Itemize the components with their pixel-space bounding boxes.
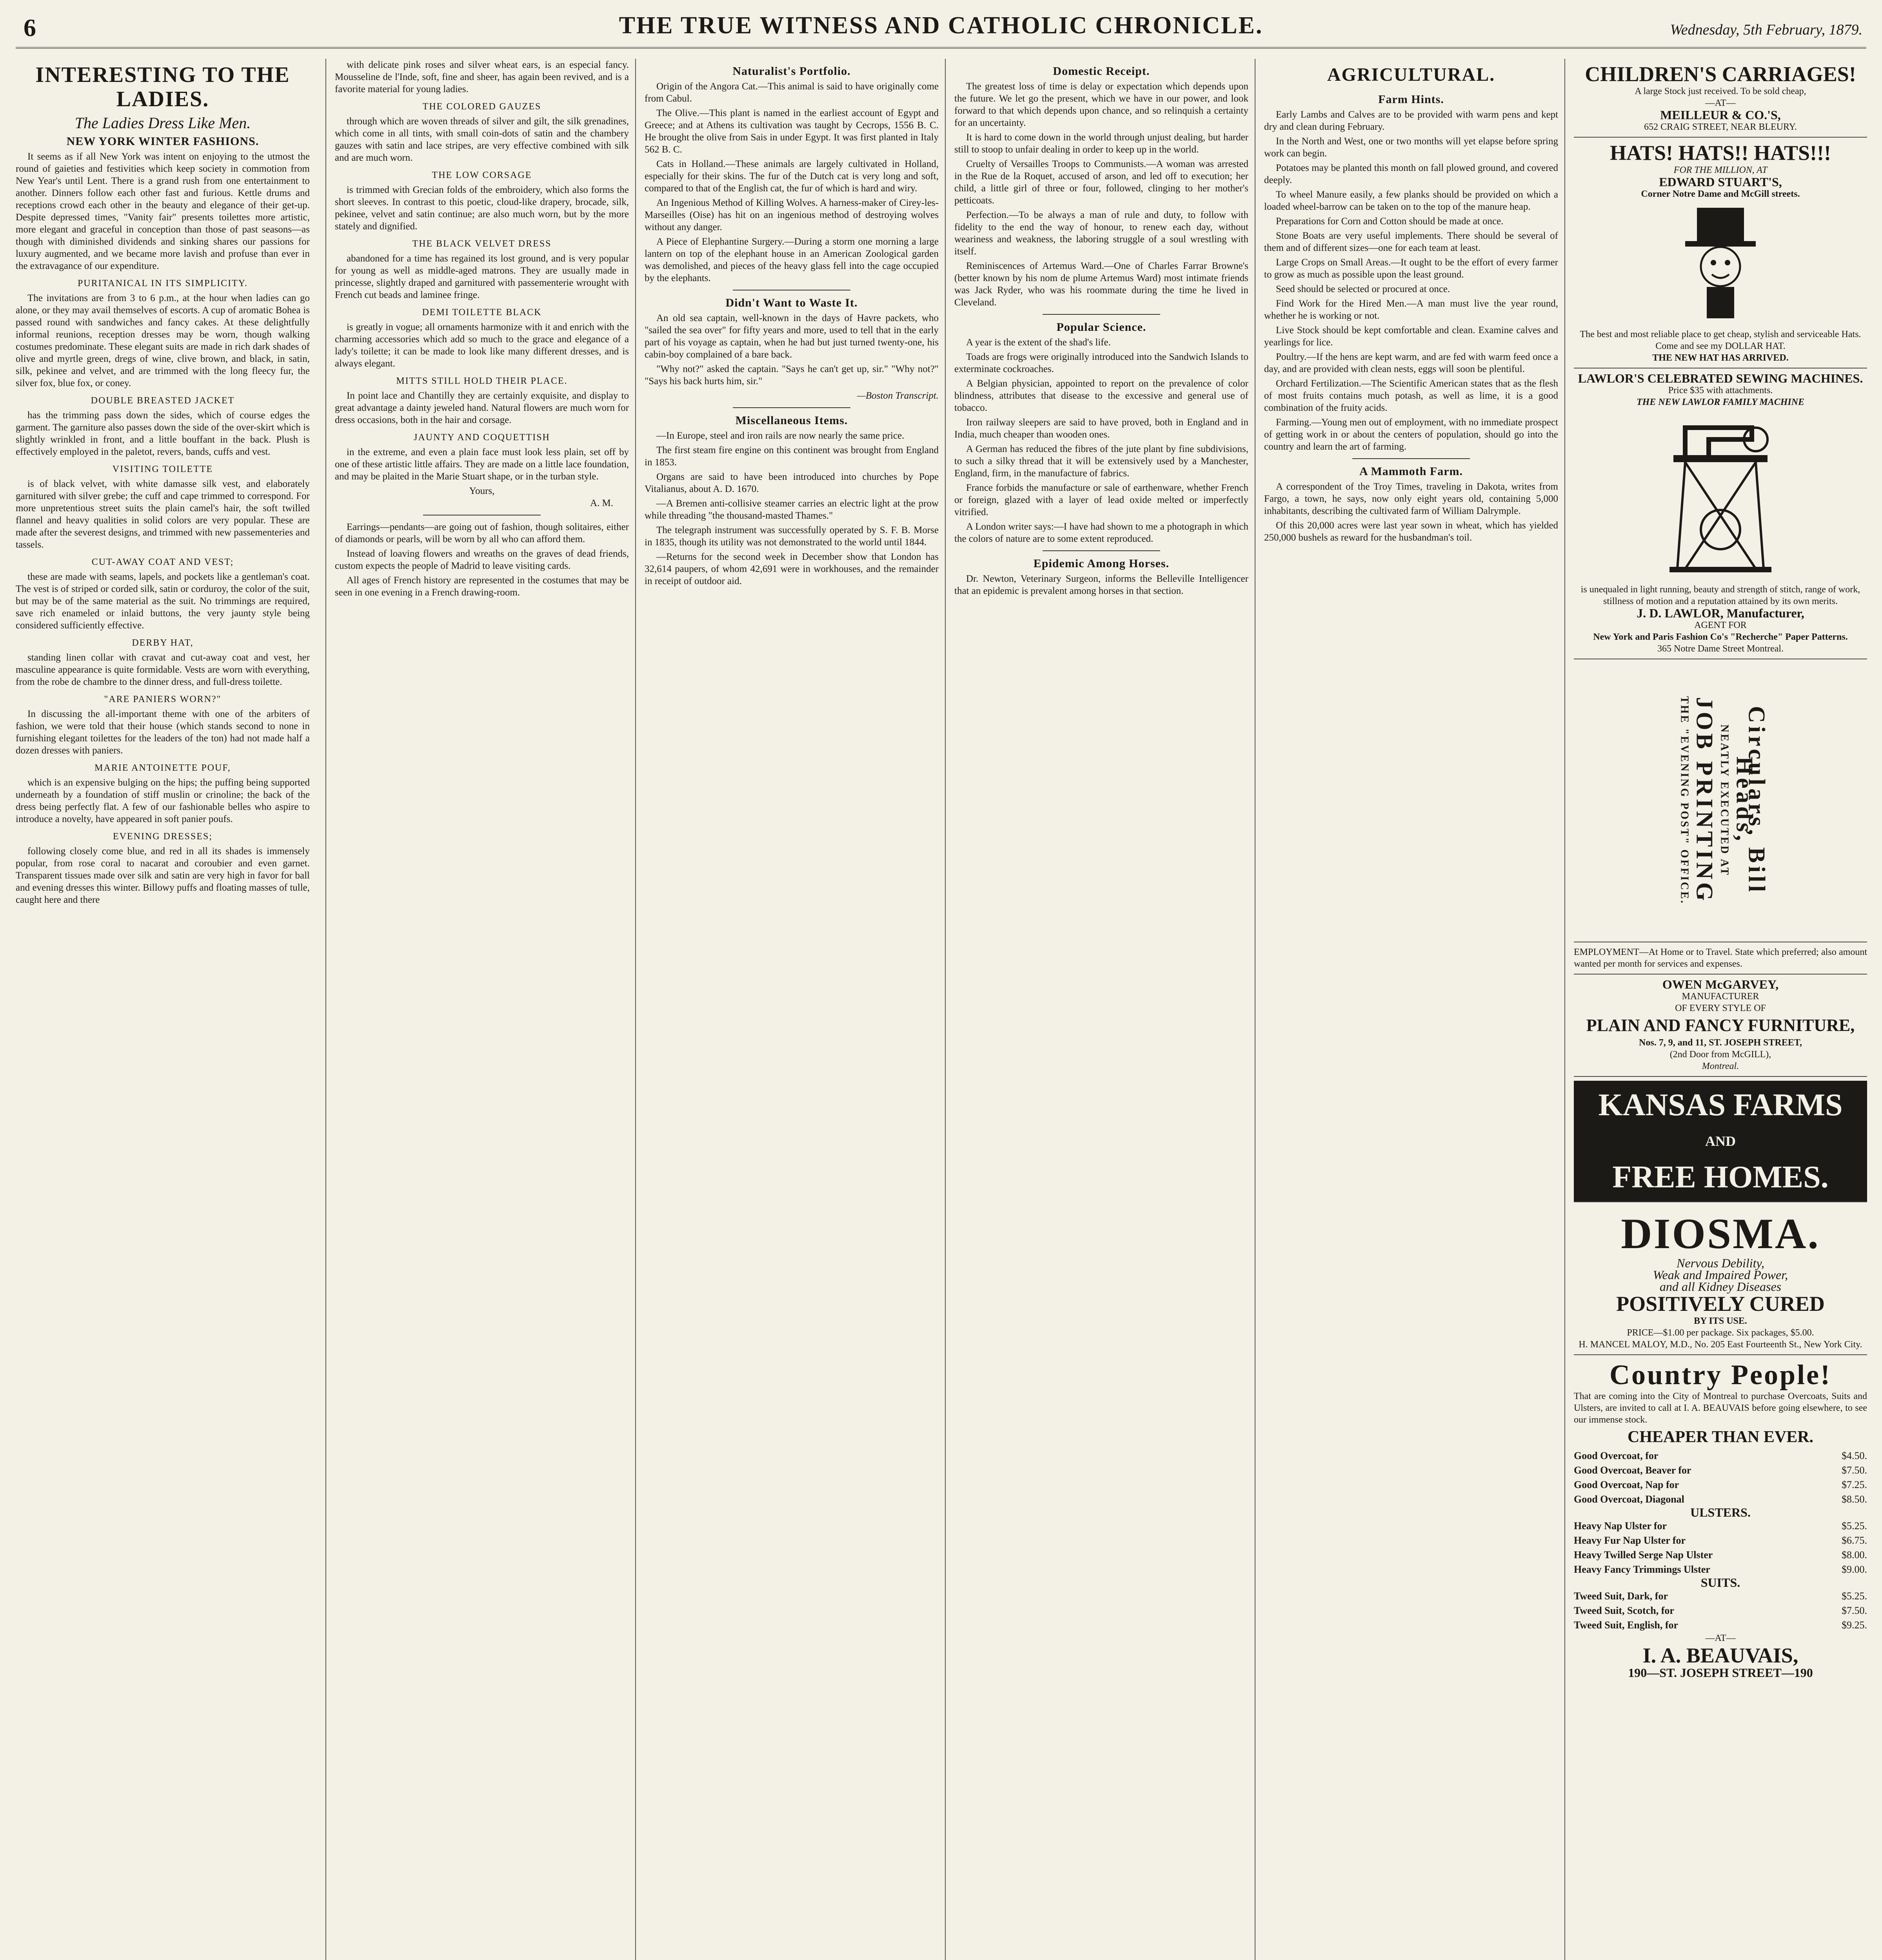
price-item: Good Overcoat, Nap for (1574, 1479, 1679, 1490)
price-row (1574, 1589, 1867, 1603)
article-paragraph: —A Bremen anti-collisive steamer carries an electric light at the prow while threading "the thousand-masted Thames." (645, 498, 939, 521)
ad-firm: OWEN McGARVEY, (1662, 977, 1779, 991)
price-value: $8.50. (1842, 1494, 1867, 1505)
sewing-machine-illustration (1662, 412, 1779, 577)
article-paragraph: A London writer says:—I have had shown to me a photograph in which the colors of nature are to some extent reproduced. (954, 521, 1248, 544)
article-paragraph: The telegraph instrument was successfully operated by S. F. B. Morse in 1835, though its utility was not demonstrated to the world until 1844. (645, 525, 939, 548)
price-row (1574, 1463, 1867, 1477)
price-item: Tweed Suit, Dark, for (1574, 1590, 1668, 1602)
price-row (1574, 1562, 1867, 1577)
article-paragraph: It seems as if all New York was intent on enjoying to the utmost the round of gaieties and festivities which keep society in commotion from New Year's until Lent. There is a grand rush from one entertainment to another. Dinners follow each other fast and furious. Kettle drums and receptions crowd each other in the beauty and elegance of their get-up. Despite depressed times, "Vanity fair" presents toilettes more artistic, more elegant and graceful in conception than those of past seasons—as though with diminished dividends and sinking shares our passions for luxury augmented, and we became more lavish and profuse than ever in the extravagance of our expenditure. (16, 151, 310, 271)
column-5 (1255, 59, 1567, 1960)
mammoth-farm-heading: A Mammoth Farm. (1359, 465, 1463, 478)
suit-price-list (1574, 1589, 1867, 1632)
article-paragraph: It is hard to come down in the world through unjust dealing, but harder still to stoop to unfair dealing in order to keep up in the world. (954, 132, 1248, 155)
ad-title: DIOSMA. (1621, 1210, 1820, 1258)
overcoat-price-list (1574, 1448, 1867, 1506)
ad-firm: MEILLEUR & CO.'S, (1660, 108, 1781, 122)
price-value: $5.25. (1842, 1520, 1867, 1532)
ad-address: Nos. 7, 9, and 11, ST. JOSEPH STREET, (1639, 1038, 1802, 1048)
epidemic-heading: Epidemic Among Horses. (1033, 557, 1170, 570)
price-value: $6.75. (1842, 1535, 1867, 1546)
article-paragraph: To wheel Manure easily, a few planks should be provided on which a loaded wheel-barrow can be taken on to the top of the manure heap. (1264, 189, 1558, 212)
price-value: $7.50. (1842, 1605, 1867, 1616)
article-paragraph: Preparations for Corn and Cotton should be made at once. (1276, 216, 1504, 227)
section-heading: THE LOW CORSAGE (432, 170, 532, 180)
ad-country-people (1574, 1355, 1867, 1683)
ad-diosma (1574, 1206, 1867, 1355)
page-number: 6 (24, 14, 36, 42)
ad-sewing-machines (1574, 368, 1867, 659)
article-paragraph: An old sea captain, well-known in the days of Havre packets, who "sailed the sea over" for fifty years and more, used to tell that in the early part of his voyage as captain, when he had but just turned twenty-one, his cabin-boy complained of a bare back. (645, 313, 939, 360)
article-paragraph: The greatest loss of time is delay or expectation which depends upon the future. We let go the present, which we have in our power, and look forward to that which depends upon chance, and so relinquish a certainty for an uncertainty. (954, 81, 1248, 128)
ad-text: MANUFACTURER (1682, 991, 1759, 1002)
price-value: $4.50. (1842, 1450, 1867, 1461)
price-value: $7.25. (1842, 1479, 1867, 1490)
ad-title: CHEAPER THAN EVER. (1627, 1428, 1814, 1446)
fashions-heading: NEW YORK WINTER FASHIONS. (66, 135, 259, 148)
article-paragraph: A year is the extent of the shad's life. (966, 337, 1111, 348)
ad-title: KANSAS FARMS (1598, 1088, 1843, 1122)
price-item: Heavy Nap Ulster for (1574, 1520, 1667, 1532)
ad-subtitle: SUITS. (1700, 1575, 1740, 1590)
ad-text: and all Kidney Diseases (1659, 1279, 1782, 1294)
section-heading: DEMI TOILETTE BLACK (422, 307, 542, 318)
issue-date: Wednesday, 5th February, 1879. (1670, 22, 1862, 38)
divider (1352, 458, 1470, 459)
section-heading: DERBY HAT, (132, 638, 194, 648)
hat-figure-illustration (1669, 204, 1771, 321)
price-row (1574, 1477, 1867, 1492)
article-paragraph: Organs are said to have been introduced into churches by Pope Vitalianus, about A. D. 1670. (645, 472, 939, 494)
article-paragraph: France forbids the manufacture or sale of earthenware, whether French or foreign, glazed with a layer of lead oxide melted or imperfectly vitrified. (954, 483, 1248, 517)
article-paragraph: In the North and West, one or two months will yet elapse before spring work can begin. (1264, 136, 1558, 159)
ad-address: 365 Notre Dame Street Montreal. (1657, 644, 1784, 654)
price-value: $9.25. (1842, 1619, 1867, 1631)
article-paragraph: "Why not?" asked the captain. "Says he can't get up, sir." "Why not?" "Says his back hurts him, sir." (645, 364, 939, 387)
misc-heading: Miscellaneous Items. (735, 414, 848, 427)
article-paragraph: following closely come blue, and red in all its shades is immensely popular, from rose coral to nacarat and coroubier and even garnet. Transparent tissues made over silk and satin are very high in favor for ball and evening dresses this winter. Billowy puffs and floating masses of tulle, caught here and there (16, 846, 310, 905)
price-item: Good Overcoat, Beaver for (1574, 1465, 1691, 1476)
ad-title: Country People! (1610, 1359, 1831, 1390)
ad-caption: THE NEW HAT HAS ARRIVED. (1652, 353, 1789, 363)
ad-text: FOR THE MILLION, AT (1673, 165, 1768, 175)
article-paragraph: Toads are frogs were originally introduced into the Sandwich Islands to exterminate cockroaches. (954, 352, 1248, 374)
ad-title: LAWLOR'S CELEBRATED SEWING MACHINES. (1578, 371, 1863, 385)
ad-address: 190—ST. JOSEPH STREET—190 (1628, 1666, 1813, 1680)
ad-vertical-text: NEATLY EXECUTED AT (1718, 724, 1731, 877)
ad-firm: I. A. BEAUVAIS, (1642, 1644, 1798, 1667)
article-paragraph: Of this 20,000 acres were last year sown in wheat, which has yielded 250,000 bushels as reward for the husbandman's toil. (1264, 520, 1558, 543)
section-heading: THE COLORED GAUZES (422, 102, 541, 112)
ad-text: AND (1705, 1133, 1736, 1149)
science-heading: Popular Science. (1056, 321, 1146, 334)
article-paragraph: Cats in Holland.—These animals are largely cultivated in Holland, especially for their skins. The fur of the Dutch cat is very long and soft, compared to that of the English cat, the fur of which is hard and wiry. (645, 159, 939, 194)
price-item: Heavy Twilled Serge Nap Ulster (1574, 1549, 1713, 1561)
article-paragraph: Find Work for the Hired Men.—A man must live the year round, whether he is working or not. (1264, 298, 1558, 321)
article-paragraph: A Piece of Elephantine Surgery.—During a storm one morning a large lantern on top of the elephant house in an American Zoological garden was demolished, and pieces of the heavy glass fell into the cage occupied by the elephants. (645, 236, 939, 283)
article-paragraph: Poultry.—If the hens are kept warm, and are fed with warm feed once a day, and are provided with clean nests, eggs will soon be plentiful. (1264, 352, 1558, 374)
ad-text: OF EVERY STYLE OF (1675, 1003, 1766, 1013)
article-paragraph: In point lace and Chantilly they are certainly exquisite, and display to great advantage a dainty jeweled hand. Natural flowers are much worn for dress occasions, both in the hair and corsage. (335, 390, 629, 425)
ad-price: PRICE—$1.00 per package. Six packages, $5.00. (1627, 1328, 1814, 1338)
agricultural-headline: AGRICULTURAL. (1327, 64, 1495, 85)
article-paragraph: The invitations are from 3 to 6 p.m., at the hour when ladies can go alone, or they may avail themselves of escorts. A cup of aromatic Bohea is passed round with sandwiches and fancy cakes. At these delightfully informal reunions, reception dresses may be worn, though walking costumes predominate. These elegant suits are made in rich dark shades of olive and myrtle green, dregs of wine, clive brown, and black, in satin, silk, pekinee and velvet, and are trimmed with the long fleecy fur, the silver fox, blue fox, or coney. (16, 293, 310, 388)
ad-subtitle: ULSTERS. (1690, 1505, 1751, 1519)
price-item: Tweed Suit, Scotch, for (1574, 1605, 1674, 1616)
price-row (1574, 1448, 1867, 1463)
article-paragraph: abandoned for a time has regained its lost ground, and is very popular for young as well as middle-aged matrons. They are usually made in princesse, slightly draped and garnitured with passementerie wrought with French cut beads and laminee fringe. (335, 253, 629, 300)
ad-address: Corner Notre Dame and McGill streets. (1641, 189, 1800, 199)
article-paragraph: A Belgian physician, appointed to report on the prevalence of color blindness, attributes that disease to the excessive and general use of tobacco. (954, 378, 1248, 413)
column-4 (945, 59, 1257, 1960)
article-paragraph: The first steam fire engine on this continent was brought from England in 1853. (645, 445, 939, 468)
farm-hints-heading: Farm Hints. (1378, 93, 1444, 106)
section-heading: VISITING TOILETTE (112, 464, 213, 474)
ad-text: is unequaled in light running, beauty and strength of stitch, range of work, stillness of motion and a reputation attained by its own merits. (1580, 584, 1860, 606)
article-paragraph: is of black velvet, with white damasse silk vest, and elaborately garnitured with silver grebe; the cuff and cape trimmed to correspond. For more unpretentious street suits the plain camel's hair, the soft twilled flannel and heavy qualities in solid colors are very popular. These are made after the severest designs, and trimmed with new passementeries and tassels. (16, 479, 310, 550)
article-paragraph: Perfection.—To be always a man of rule and duty, to follow with fidelity to the end the way of honour, to renew each day, without weariness and weakness, the laboring struggle of a soul wrestling with itself. (954, 210, 1248, 257)
ad-job-printing (1574, 659, 1867, 942)
ad-text: That are coming into the City of Montreal to purchase Overcoats, Suits and Ulsters, are invited to call at I. A. BEAUVAIS before going elsewhere, to see our immense stock. (1574, 1391, 1867, 1425)
article-paragraph: All ages of French history are represented in the costumes that may be seen in one evening in a French drawing-room. (335, 575, 629, 598)
ladies-headline: INTERESTING TO THE LADIES. (35, 63, 290, 111)
section-heading: "ARE PANIERS WORN?" (104, 694, 222, 704)
ad-text: Weak and Impaired Power, (1653, 1268, 1788, 1282)
article-paragraph: is greatly in vogue; all ornaments harmonize with it and enrich with the charming accessories which add so much to the grace and elegance of a lady's toilette; it can be made to look like many different dresses, and is always elegant. (335, 322, 629, 369)
section-heading: CUT-AWAY COAT AND VEST; (91, 557, 234, 567)
ad-title: CHILDREN'S CARRIAGES! (1585, 62, 1856, 86)
article-paragraph: A German has reduced the fibres of the jute plant by fine subdivisions, to such a silky thread that it will be extensively used by a Manchester, England, firm, in the manufacture of fabrics. (954, 444, 1248, 479)
article-paragraph: Iron railway sleepers are said to have proved, both in England and in India, much cheaper than wooden ones. (954, 417, 1248, 440)
article-paragraph: Orchard Fertilization.—The Scientific American states that as the flesh of most fruits contains much potash, as well as lime, it is a good combination of the fruity acids. (1264, 378, 1558, 413)
newspaper-columns (16, 59, 1866, 1960)
ad-firm: EDWARD STUART'S, (1659, 175, 1782, 189)
section-heading: DOUBLE BREASTED JACKET (91, 396, 235, 406)
price-item: Good Overcoat, for (1574, 1450, 1659, 1461)
divider (1043, 314, 1160, 315)
ad-text: BY ITS USE. (1694, 1316, 1747, 1326)
ad-carriages (1574, 59, 1867, 138)
signature-initials: A. M. (590, 498, 613, 508)
article-paragraph: has the trimming pass down the sides, which of course edges the garment. The garniture also passes down the side of the over-skirt which is slightly wrinkled in front, and a little bouffant in the back. Plush is effectively employed in the paletot, revers, bands, cuffs and vest. (16, 410, 310, 457)
ad-vertical-text: JOB PRINTING (1691, 697, 1718, 904)
portfolio-heading: Naturalist's Portfolio. (732, 65, 851, 78)
ad-employment (1574, 942, 1867, 975)
ad-vertical-text: THE "EVENING POST" OFFICE. (1678, 696, 1691, 905)
receipt-heading: Domestic Receipt. (1053, 65, 1150, 78)
ad-furniture (1574, 975, 1867, 1077)
ad-address: (2nd Door from McGILL), (1669, 1049, 1771, 1060)
price-row (1574, 1618, 1867, 1632)
column-3 (635, 59, 947, 1960)
ulster-price-list (1574, 1519, 1867, 1577)
article-paragraph: with delicate pink roses and silver wheat ears, is an especial fancy. Mousseline de l'Inde, soft, fine and sheer, has again been revived, and is a favorite material for young ladies. (335, 60, 629, 94)
price-row (1574, 1492, 1867, 1506)
ad-title: HATS! HATS!! HATS!!! (1610, 141, 1831, 165)
article-paragraph: In discussing the all-important theme with one of the arbiters of fashion, we were told that their house (which stands second to none in furnishing elegant toilettes for the leaders of the ton) had not made half a dozen dresses with paniers. (16, 709, 310, 756)
ad-firm: J. D. LAWLOR, Manufacturer, (1637, 606, 1804, 620)
article-paragraph: Origin of the Angora Cat.—This animal is said to have originally come from Cabul. (645, 81, 939, 104)
article-paragraph: through which are woven threads of silver and gilt, the silk grenadines, which come in all tints, with small coin-dots of satin and the chambery gauzes with satin and lace stripes, are very effective combined with silk and are much worn. (335, 116, 629, 163)
waste-heading: Didn't Want to Waste It. (725, 296, 858, 309)
source-credit: —Boston Transcript. (857, 390, 939, 401)
newspaper-header (16, 8, 1866, 49)
article-paragraph: Early Lambs and Calves are to be provided with warm pens and kept dry and clean during February. (1264, 109, 1558, 132)
column-2 (325, 59, 638, 1960)
article-paragraph: Instead of loaving flowers and wreaths on the graves of dead friends, custom expects the people of Madrid to leave visiting cards. (335, 548, 629, 571)
price-item: Heavy Fancy Trimmings Ulster (1574, 1564, 1710, 1575)
article-paragraph: Cruelty of Versailles Troops to Communists.—A woman was arrested in the Rue de la Roquet, accused of arson, and led off to execution; her child, a little girl of three or four, followed, clinging to her mother's petticoats. (954, 159, 1248, 206)
article-paragraph: An Ingenious Method of Killing Wolves. A harness-maker of Cirey-les-Marseilles (Oise) has hit on an ingenious method of destroying wolves without any danger. (645, 198, 939, 232)
article-paragraph: —Returns for the second week in December show that London has 32,614 paupers, of whom 42,691 were in workhouses, and the remainder in receipt of outdoor aid. (645, 552, 939, 586)
divider (1043, 550, 1160, 551)
ad-text: New York and Paris Fashion Co's "Recherche" Paper Patterns. (1593, 632, 1848, 642)
price-row (1574, 1548, 1867, 1562)
ad-address: 652 CRAIG STREET, NEAR BLEURY. (1644, 122, 1797, 132)
ad-address: Montreal. (1702, 1061, 1739, 1071)
section-heading: EVENING DRESSES; (113, 831, 213, 842)
price-value: $9.00. (1842, 1564, 1867, 1575)
ad-text: EMPLOYMENT—At Home or to Travel. State which preferred; also amount wanted per month for services and expenses. (1574, 947, 1867, 969)
section-heading: THE BLACK VELVET DRESS (412, 239, 552, 249)
ad-title: PLAIN AND FANCY FURNITURE, (1586, 1016, 1855, 1035)
price-item: Tweed Suit, English, for (1574, 1619, 1679, 1631)
divider (733, 407, 850, 408)
ad-text: AGENT FOR (1694, 620, 1747, 630)
article-paragraph: —In Europe, steel and iron rails are now nearly the same price. (656, 430, 905, 441)
price-value: $7.50. (1842, 1465, 1867, 1476)
price-value: $5.25. (1842, 1590, 1867, 1602)
article-paragraph: Dr. Newton, Veterinary Surgeon, informs the Belleville Intelligencer that an epidemic is prevalent among horses in that section. (954, 573, 1248, 596)
article-paragraph: Farming.—Young men out of employment, with no immediate prospect of getting work in or about the centers of population, should go into the country and learn the art of farming. (1264, 417, 1558, 452)
article-paragraph: Seed should be selected or procured at once. (1276, 284, 1450, 294)
ad-text: THE NEW LAWLOR FAMILY MACHINE (1636, 397, 1805, 407)
price-row (1574, 1603, 1867, 1618)
article-paragraph: is trimmed with Grecian folds of the embroidery, which also forms the short sleeves. In contrast to this poetic, cloud-like drapery, brocade, silk, pekinee, velvet and satin continue; are also much worn, but by the more stately and dignified. (335, 185, 629, 232)
article-paragraph: which is an expensive bulging on the hips; the puffing being supported underneath by a foundation of stiff muslin or crinoline; the back of the dress being perfectly flat. A few of our fashionable belles who aspire to introduce a novelty, have appeared in soft panier poufs. (16, 777, 310, 824)
price-value: $8.00. (1842, 1549, 1867, 1561)
ad-text: —AT— (1705, 1633, 1736, 1643)
article-paragraph: these are made with seams, lapels, and pockets like a gentleman's coat. The vest is of striped or corded silk, satin or corduroy, the color of the suit, but may be of the same material as the suit. No trimmings are required, save rich enameled or inlaid buttons, the very jaunty style being considered sufficiently effective. (16, 572, 310, 631)
ad-kansas-farms (1574, 1081, 1867, 1202)
masthead: THE TRUE WITNESS AND CATHOLIC CHRONICLE. (619, 12, 1263, 39)
section-heading: PURITANICAL IN ITS SIMPLICITY. (77, 278, 248, 289)
signature-yours: Yours, (469, 486, 495, 496)
article-paragraph: A correspondent of the Troy Times, traveling in Dakota, writes from Fargo, a town, he says, now only eight years old, containing 5,000 inhabitants, describing the cultivated farm of William Dalrymple. (1264, 481, 1558, 516)
ad-hats (1574, 138, 1867, 368)
ad-vertical-text: Circulars, Bill Heads, (1731, 706, 1770, 895)
ad-price: Price $35 with attachments. (1668, 385, 1773, 396)
price-item: Good Overcoat, Diagonal (1574, 1494, 1684, 1505)
ad-text: —AT— (1705, 98, 1736, 108)
ad-text: The best and most reliable place to get cheap, stylish and serviceable Hats. Come and see my DOLLAR HAT. (1580, 329, 1861, 351)
article-paragraph: Large Crops on Small Areas.—It ought to be the effort of every farmer to grow as much as possible upon the least ground. (1264, 257, 1558, 280)
ladies-subhead: The Ladies Dress Like Men. (74, 114, 251, 132)
article-paragraph: The Olive.—This plant is named in the earliest account of Egypt and Greece; and at Athens its cultivation was taught by Cecrops, 1556 B. C. He brought the olive from Sais in under Egypt. It was first planted in Italy 562 B. C. (645, 108, 939, 155)
price-row (1574, 1519, 1867, 1533)
article-paragraph: standing linen collar with cravat and cut-away coat and vest, her masculine appearance is quite formidable. Vests are worn with everything, from the robe de chambre to the dinner dress, and full-dress toilette. (16, 652, 310, 687)
price-item: Heavy Fur Nap Ulster for (1574, 1535, 1686, 1546)
article-paragraph: Reminiscences of Artemus Ward.—One of Charles Farrar Browne's (better known by his nom de plume Artemus Ward) most intimate friends was Jack Ryder, who was his roommate during the time he lived in Cleveland. (954, 261, 1248, 308)
ad-title: FREE HOMES. (1612, 1160, 1829, 1194)
ad-address: H. MANCEL MALOY, M.D., No. 205 East Fourteenth St., New York City. (1579, 1339, 1862, 1350)
article-paragraph: Potatoes may be planted this month on fall plowed ground, and covered deeply. (1264, 163, 1558, 185)
price-row (1574, 1533, 1867, 1548)
ad-text: A large Stock just received. To be sold cheap, (1635, 86, 1806, 96)
column-6-advertisements (1564, 59, 1867, 1960)
column-1 (16, 59, 318, 1960)
section-heading: MITTS STILL HOLD THEIR PLACE. (396, 376, 568, 386)
section-heading: JAUNTY AND COQUETTISH (414, 432, 550, 443)
ad-text: Nervous Debility, (1677, 1256, 1764, 1270)
article-paragraph: Earrings—pendants—are going out of fashion, though solitaires, either of diamonds or pearls, will be worn by all who can afford them. (335, 522, 629, 544)
article-paragraph: Stone Boats are very useful implements. There should be several of them and of different sizes—one for each team at least. (1264, 230, 1558, 253)
article-paragraph: Live Stock should be kept comfortable and clean. Examine calves and yearlings for lice. (1264, 325, 1558, 348)
ad-title: POSITIVELY CURED (1616, 1292, 1825, 1316)
section-heading: MARIE ANTOINETTE POUF, (94, 763, 231, 773)
article-paragraph: in the extreme, and even a plain face must look less plain, set off by one of these artistic little affairs. They are made on a little lace foundation, and may be plaited in the Marie Stuart shape, or in the turban style. (335, 447, 629, 482)
